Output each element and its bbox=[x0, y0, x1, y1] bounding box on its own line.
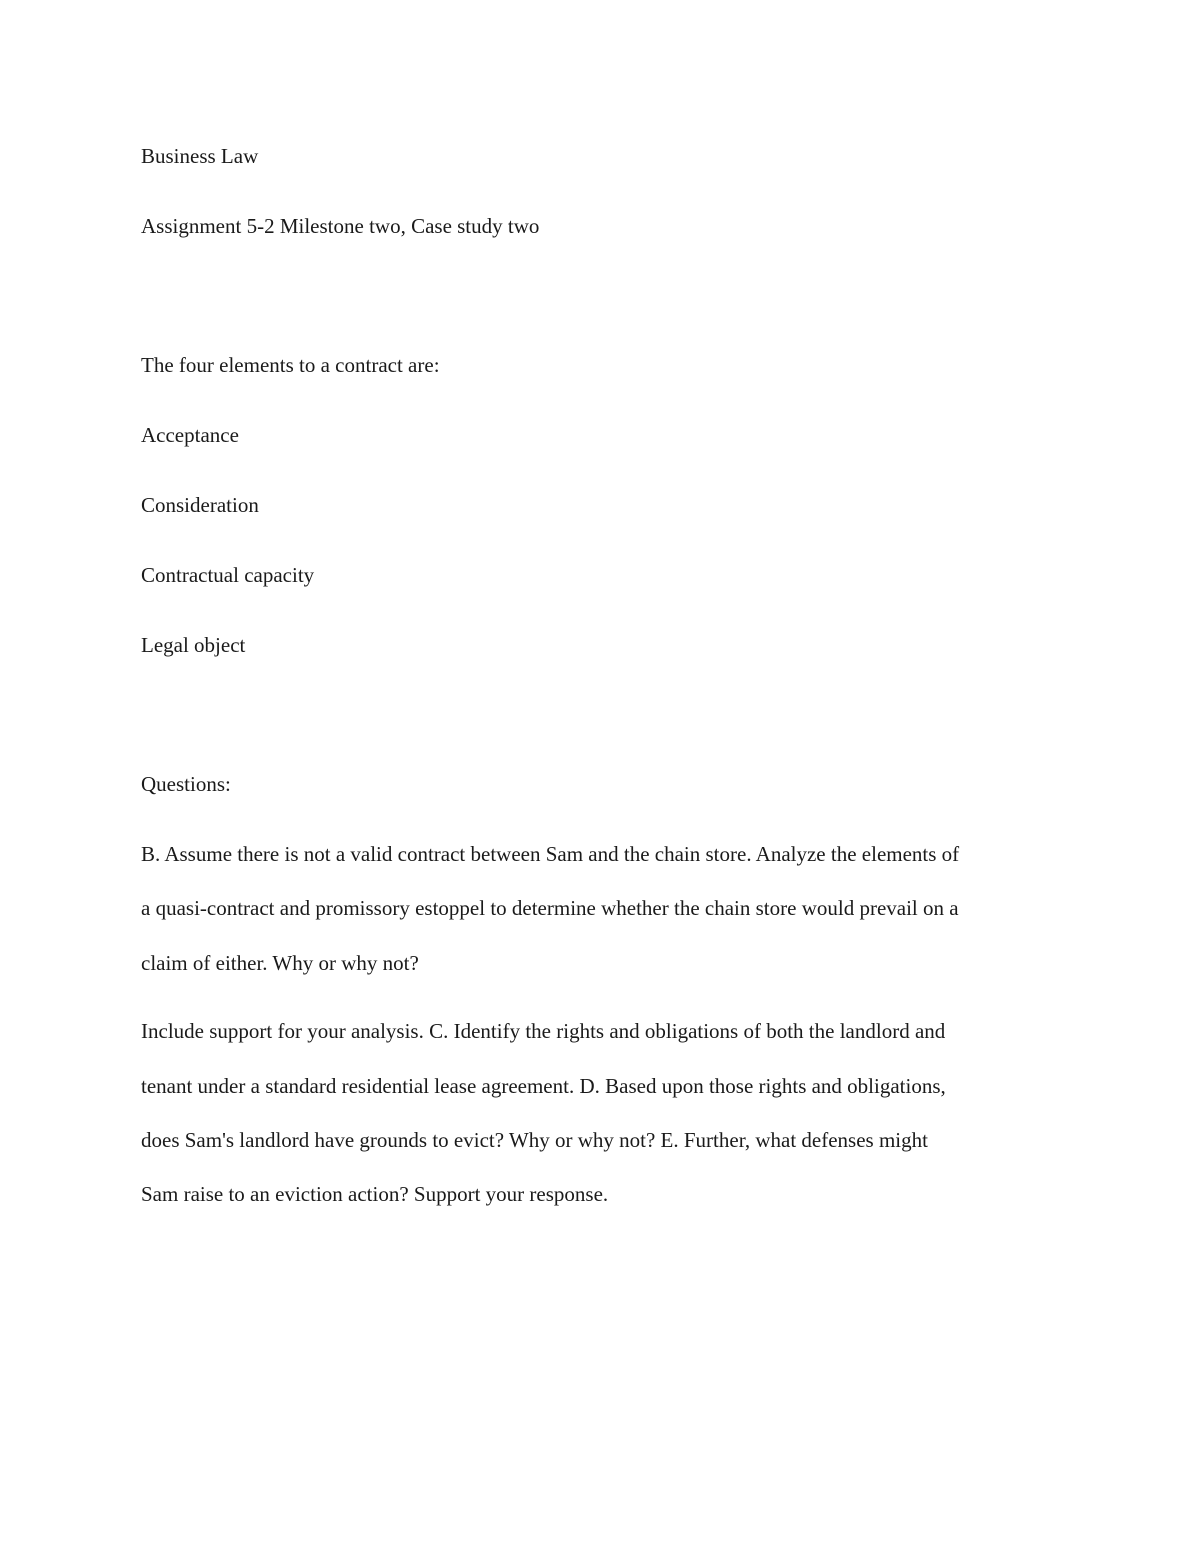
element-item-consideration: Consideration bbox=[141, 493, 259, 517]
element-item-contractual-capacity: Contractual capacity bbox=[141, 563, 315, 587]
questions-heading: Questions: bbox=[141, 772, 231, 796]
elements-intro: The four elements to a contract are: bbox=[141, 353, 440, 377]
question-cde-line: does Sam's landlord have grounds to evict? Why or why not? E. Further, what defenses might bbox=[141, 1128, 928, 1152]
question-b-line: claim of either. Why or why not? bbox=[141, 951, 419, 975]
question-b-line: B. Assume there is not a valid contract between Sam and the chain store. Analyze the elements of bbox=[141, 842, 960, 866]
question-cde-line: Sam raise to an eviction action? Support your response. bbox=[141, 1182, 609, 1206]
element-item-acceptance: Acceptance bbox=[141, 423, 239, 447]
question-cde-line: tenant under a standard residential lease agreement. D. Based upon those rights and obligations, bbox=[141, 1074, 946, 1098]
question-b-line: a quasi-contract and promissory estoppel to determine whether the chain store would prevail on a bbox=[141, 896, 959, 920]
course-title: Business Law bbox=[141, 144, 259, 168]
element-item-legal-object: Legal object bbox=[141, 633, 246, 657]
assignment-title: Assignment 5-2 Milestone two, Case study two bbox=[141, 214, 540, 238]
question-cde-line: Include support for your analysis. C. Identify the rights and obligations of both the landlord and bbox=[141, 1019, 946, 1043]
